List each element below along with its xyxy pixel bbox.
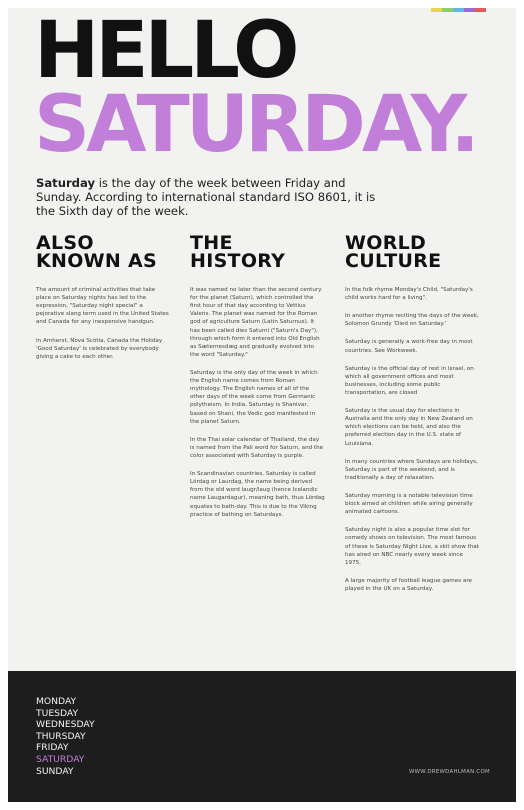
color-strip <box>431 8 486 12</box>
column-paragraph: Saturday morning is a notable television time block aimed at children while airing generally animated cartoons. <box>345 492 473 516</box>
column-paragraph: In another rhyme reciting the days of the week, Solomon Grundy 'Died on Saturday.' <box>345 313 479 328</box>
day-saturday: SATURDAY <box>36 753 85 765</box>
heading-line: CULTURE <box>345 250 442 273</box>
column-paragraph: It was named no later than the second century for the planet (Saturn), which controlled the first hour of that day according to Vettius Valens. The planet was named for the Roman god of agriculture Saturn (Latin Saturnus). It has been called dies Saturni ("Saturn's Day"), through which form it entered into Old English as Sæternesdæg and gradually evolved into the word "Saturday." <box>190 287 322 358</box>
heading-line: HISTORY <box>190 250 286 273</box>
day-friday: FRIDAY <box>36 742 69 754</box>
heading-line: WORLD <box>345 232 427 254</box>
column-paragraph: Saturday is generally a work-free day in most countries. See Workweek. <box>345 339 473 354</box>
heading-line: KNOWN AS <box>36 250 158 273</box>
column-paragraph: In Amherst, Nova Scotia, Canada the Holiday 'Good Saturday' is celebrated by everybody giving a cake to each other. <box>36 337 163 360</box>
column-paragraph: In many countries where Sundays are holidays, Saturday is part of the weekend, and is traditionally a day of relaxation. <box>345 458 478 481</box>
color-swatch <box>464 8 475 12</box>
column-paragraph: Saturday is the usual day for elections in Australia and the only day in New Zealand on which elections can be held, and also the preferred election day in the U.S. state of Louisiana. <box>345 408 473 447</box>
column-heading <box>190 234 325 276</box>
column-body <box>190 286 325 519</box>
color-swatch <box>442 8 453 12</box>
heading-line: ALSO <box>36 232 94 254</box>
column-the-history <box>190 234 325 529</box>
column-paragraph: The amount of criminal activities that take place on Saturday nights has led to the expression, "Saturday night special" a pejorative slang term used in the United States and Canada for any inexpensive handgun. <box>36 287 169 326</box>
column-paragraph: Saturday night is also a popular time slot for comedy shows on television. The most famous of these is Saturday Night Live, a skit show that has aired on NBC nearly every week since 1975. <box>345 527 479 566</box>
color-swatch <box>475 8 486 12</box>
day-wednesday: WEDNESDAY <box>36 719 95 731</box>
column-also-known-as <box>36 234 171 371</box>
color-swatch <box>453 8 464 12</box>
column-world-culture <box>345 234 480 603</box>
footer-url[interactable]: WWW.DREWDAHLMAN.COM <box>409 769 490 775</box>
column-paragraph: In Scandinavian countries, Saturday is called Lördag or Laurdag, the name being derived from the old word laugr/laug (hence Icelandic name Laugardagur), meaning bath, thus Lördag equates to bath-day. This is due to the Viking practice of bathing on Saturdays. <box>190 471 325 518</box>
day-tuesday: TUESDAY <box>36 707 79 719</box>
column-body <box>345 286 480 593</box>
column-paragraph: Saturday is the official day of rest in Israel, on which all government offices and most businesses, including some public transportation, are closed <box>345 365 474 396</box>
day-monday: MONDAY <box>36 696 77 707</box>
column-paragraph: Saturday is the only day of the week in which the English name comes from Roman mythology. The English names of all of the other days of the week come from Germanic polytheism. In India, Saturday is Shanivar, based on Shani, the Vedic god manifested in the planet Saturn. <box>190 369 318 425</box>
day-sunday: SUNDAY <box>36 765 74 777</box>
column-paragraph: In the Thai solar calendar of Thailand, the day is named from the Pali word for Saturn, and the color associated with Saturday is purple. <box>190 436 324 459</box>
column-paragraph: In the folk rhyme Monday's Child, "Saturday's child works hard for a living". <box>345 287 473 302</box>
column-heading <box>345 234 480 276</box>
intro-text <box>36 176 386 218</box>
poster <box>8 8 516 802</box>
column-heading <box>36 234 171 276</box>
title-saturday: SATURDAY. <box>34 80 476 170</box>
column-paragraph: A large majority of football league games are played in the UK on a Saturday. <box>345 577 472 592</box>
column-body <box>36 286 171 361</box>
color-swatch <box>431 8 442 12</box>
footer <box>8 671 516 802</box>
intro-lead: Saturday <box>36 176 96 190</box>
days-list <box>36 696 95 777</box>
heading-line: THE <box>190 232 233 254</box>
day-thursday: THURSDAY <box>36 730 86 742</box>
title-hello: HELLO <box>34 8 296 96</box>
intro-rest: is the day of the week between Friday and Sunday. According to international standard ISO 8601, it is the Sixth day of the week. <box>36 176 376 219</box>
